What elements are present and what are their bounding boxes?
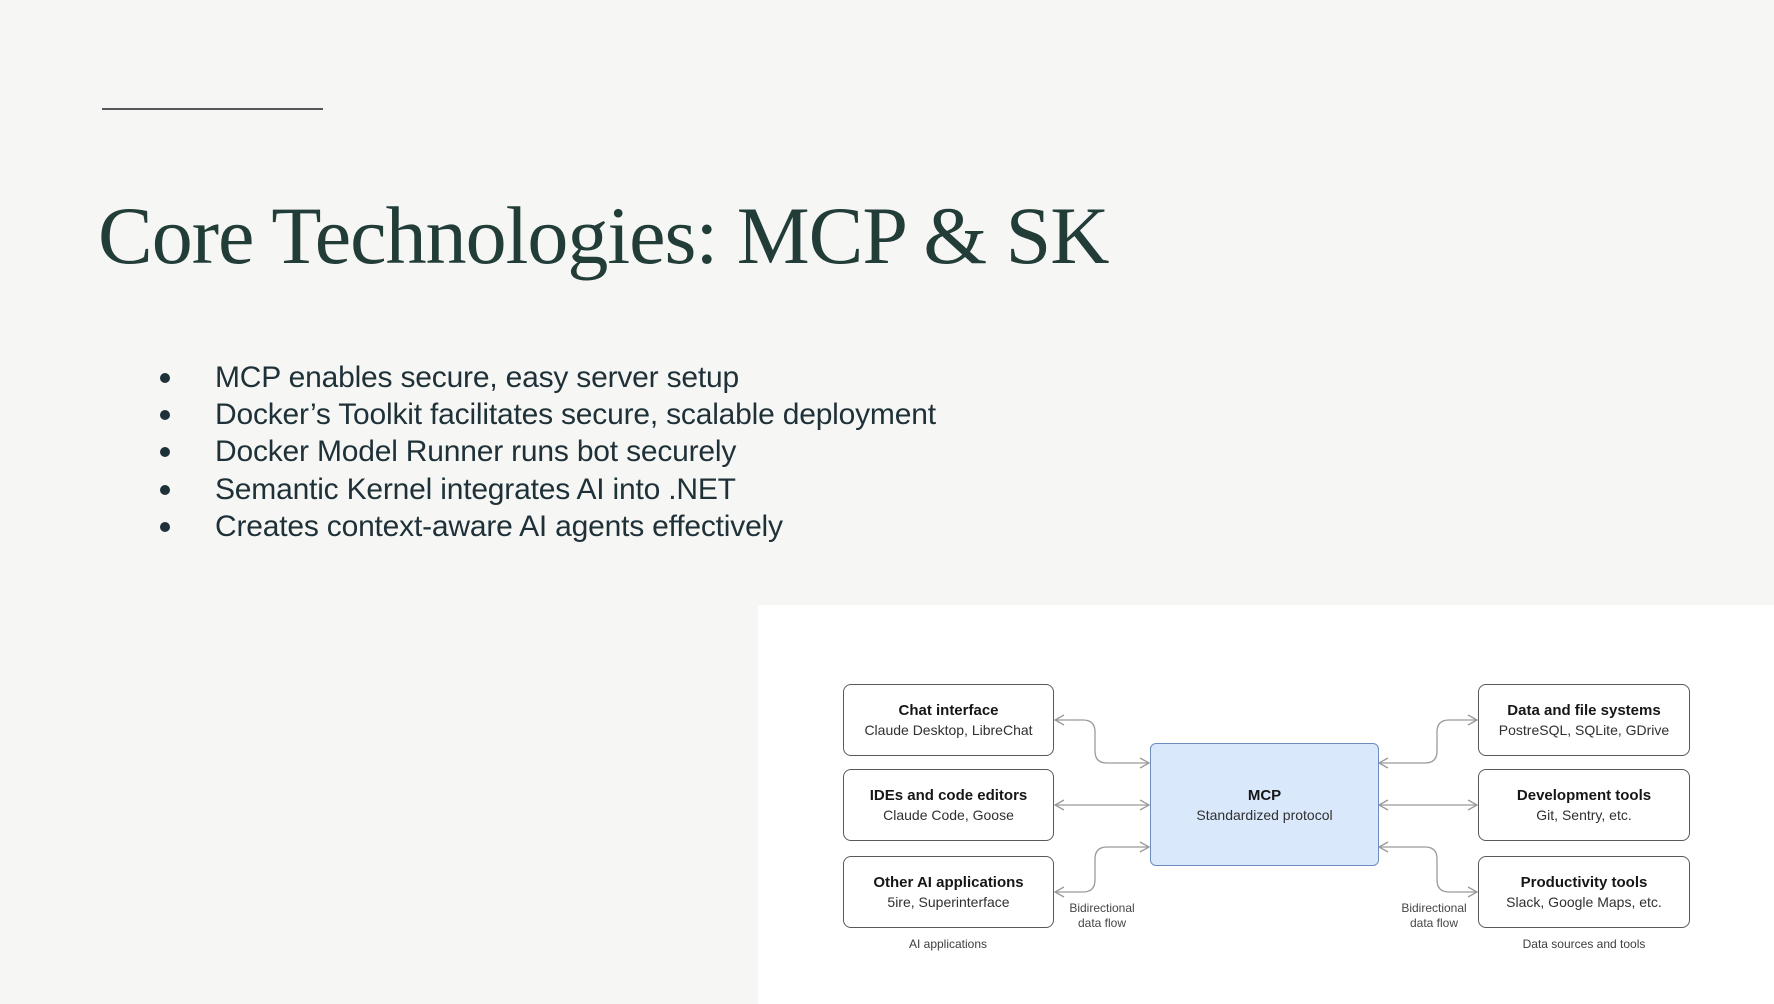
mcp-architecture-diagram [758,605,1774,1004]
bullet-dot [160,485,170,495]
node-chat-interface [843,684,1054,756]
node-other-ai-applications [843,856,1054,928]
node-ides-code-editors [843,769,1054,841]
flow-label-line2: data flow [1077,916,1127,930]
caption-data-sources-tools: Data sources and tools [1522,937,1646,951]
bullet-text: Semantic Kernel integrates AI into .NET [215,472,736,506]
list-item [160,509,936,546]
bullet-dot [160,373,170,383]
node-subtitle: 5ire, Superinterface [887,894,1010,910]
node-title: Data and file systems [1507,702,1661,719]
node-title: Chat interface [898,702,999,719]
node-subtitle: Claude Desktop, LibreChat [864,722,1033,738]
bullet-text: Docker’s Toolkit facilitates secure, scalable deployment [215,398,936,432]
node-subtitle: Slack, Google Maps, etc. [1506,894,1662,910]
node-data-file-systems [1478,684,1690,756]
node-title: MCP [1247,786,1282,804]
flow-label-line2: data flow [1409,916,1459,930]
caption-ai-applications: AI applications [908,937,988,951]
list-item [160,434,936,471]
node-subtitle: Standardized protocol [1196,806,1333,823]
node-development-tools [1478,769,1690,841]
bullet-dot [160,410,170,420]
node-mcp [1150,743,1379,866]
flow-label-line1: Bidirectional [1069,901,1135,915]
list-item [160,396,936,433]
node-title: IDEs and code editors [869,787,1028,804]
page-title: Core Technologies: MCP & SK [98,189,1109,281]
node-subtitle: PostreSQL, SQLite, GDrive [1498,722,1670,738]
list-item [160,471,936,508]
flow-label-left [1042,901,1162,931]
node-title: Productivity tools [1520,874,1648,891]
bullet-dot [160,522,170,532]
flow-label-line1: Bidirectional [1401,901,1467,915]
flow-label-right [1374,901,1494,931]
list-item [160,359,936,396]
node-title: Development tools [1516,787,1652,804]
node-title: Other AI applications [873,874,1024,891]
node-subtitle: Git, Sentry, etc. [1536,807,1632,823]
node-productivity-tools [1478,856,1690,928]
node-subtitle: Claude Code, Goose [883,807,1014,823]
bullet-text: Creates context-aware AI agents effectively [215,510,783,544]
bullet-list [160,359,936,546]
bullet-dot [160,447,170,457]
bullet-text: MCP enables secure, easy server setup [215,360,739,394]
title-accent-line [102,108,323,110]
bullet-text: Docker Model Runner runs bot securely [215,435,737,469]
